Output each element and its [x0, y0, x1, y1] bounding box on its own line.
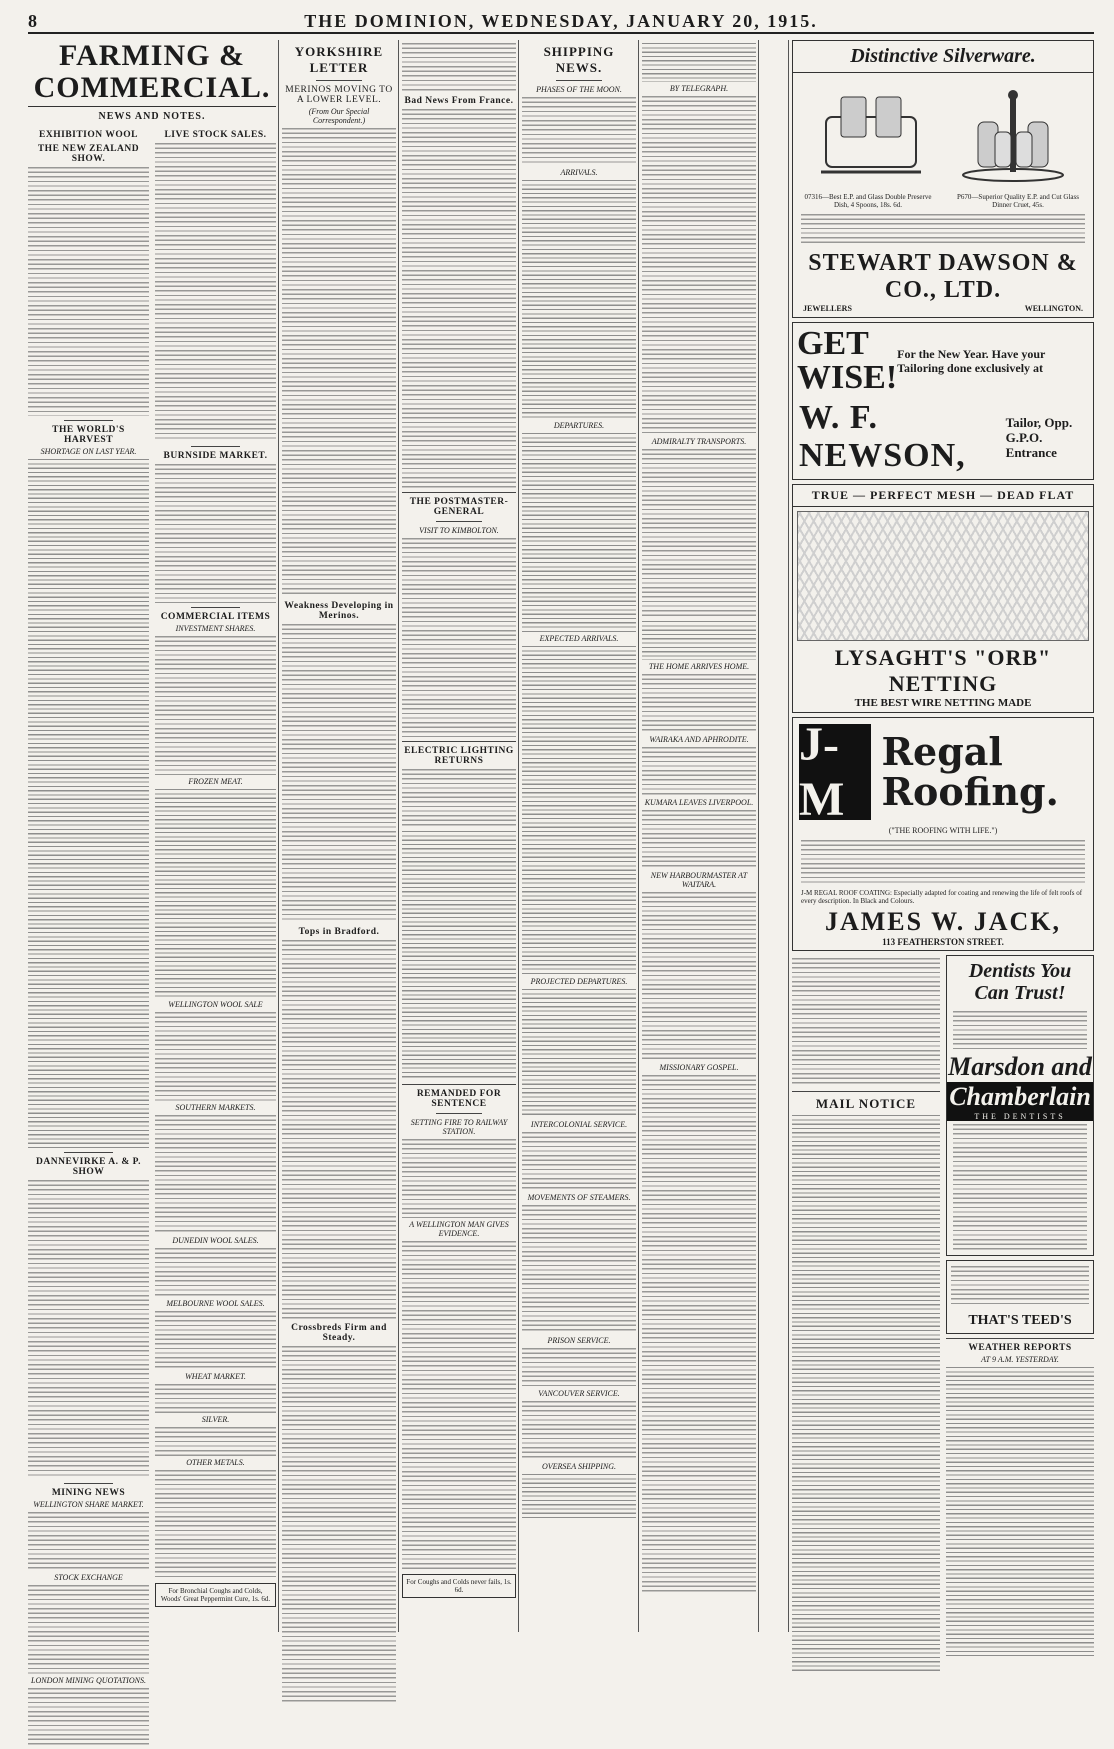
- subheadline: WELLINGTON WOOL SALE: [168, 1000, 263, 1009]
- subheadline: STOCK EXCHANGE: [54, 1573, 123, 1582]
- column-rule: [788, 40, 789, 1632]
- headline: EXHIBITION WOOL: [39, 130, 138, 140]
- headline: COMMERCIAL ITEMS: [160, 612, 271, 622]
- headline: LIVE STOCK SALES.: [164, 130, 267, 140]
- dentist-ad-column: [946, 955, 1094, 1676]
- ad-label: JEWELLERS: [803, 304, 852, 313]
- ad-headline: TRUE — PERFECT MESH — DEAD FLAT: [793, 485, 1093, 507]
- subheadline: OTHER METALS.: [186, 1458, 245, 1467]
- subheadline: SHORTAGE ON LAST YEAR.: [40, 447, 137, 456]
- preserve-dish-icon: [806, 87, 936, 187]
- subheadline: FROZEN MEAT.: [188, 777, 243, 786]
- headline: ELECTRIC LIGHTING RETURNS: [404, 746, 514, 766]
- column-rule: [758, 40, 759, 1632]
- headline: YORKSHIRE LETTER: [294, 44, 384, 75]
- subheadline: MERINOS MOVING TO A LOWER LEVEL.: [285, 85, 393, 105]
- subheadline: INTERCOLONIAL SERVICE.: [530, 1120, 628, 1129]
- column-rule: [278, 40, 279, 1632]
- ad-label: WELLINGTON.: [1024, 304, 1083, 313]
- subheadline: MELBOURNE WOOL SALES.: [166, 1299, 265, 1308]
- column-3: [282, 40, 396, 1634]
- subheadline: WHEAT MARKET.: [185, 1372, 246, 1381]
- headline: THE NEW ZEALAND SHOW.: [37, 144, 140, 164]
- ad-text: For the New Year. Have your Tailoring done exclusively at: [897, 347, 1046, 375]
- newson-tailor-ad: [792, 322, 1094, 480]
- column-4: [402, 40, 516, 1634]
- subheadline: WELLINGTON SHARE MARKET.: [33, 1500, 144, 1509]
- headline: SHIPPING NEWS.: [543, 44, 615, 75]
- subheadline: EXPECTED ARRIVALS.: [539, 634, 619, 643]
- ad-label: THE DENTISTS: [947, 1112, 1093, 1121]
- subheadline: BY TELEGRAPH.: [669, 84, 729, 93]
- subheadline: ADMIRALTY TRANSPORTS.: [651, 437, 747, 446]
- column-5: [522, 40, 636, 1634]
- subheadline: VISIT TO KIMBOLTON.: [419, 526, 499, 535]
- column-rule: [518, 40, 519, 1632]
- ad-brand: JAMES W. JACK,: [824, 907, 1062, 936]
- column-rule: [638, 40, 639, 1632]
- headline: THE WORLD'S HARVEST: [52, 425, 125, 445]
- headline: DANNEVIRKE A. & P. SHOW: [36, 1157, 141, 1177]
- ad-text: Tailor, Opp. G.P.O. Entrance: [1005, 414, 1073, 460]
- subheadline: PHASES OF THE MOON.: [536, 85, 622, 94]
- subheadline: AT 9 A.M. YESTERDAY.: [981, 1355, 1059, 1364]
- ad-headline: GET WISE!: [797, 325, 898, 396]
- product-caption: P670—Superior Quality E.P. and Cut Glass Dinner Cruet, 45s.: [957, 193, 1079, 209]
- ad-headline: Dentists You Can Trust!: [968, 960, 1072, 1004]
- headline: Tops in Bradford.: [298, 927, 380, 937]
- column-6: [642, 40, 756, 1634]
- headline: WEATHER REPORTS: [968, 1343, 1072, 1353]
- headline: Crossbreds Firm and Steady.: [291, 1323, 387, 1343]
- headline: REMANDED FOR SENTENCE: [416, 1089, 502, 1109]
- ad-headline: Distinctive Silverware.: [793, 41, 1093, 73]
- mail-notice-column: [792, 955, 940, 1676]
- jm-roofing-ad: [792, 717, 1094, 951]
- subheadline: WAIRAKA AND APHRODITE.: [649, 735, 749, 744]
- headline: Bad News From France.: [404, 96, 514, 106]
- subheadline: THE HOME ARRIVES HOME.: [648, 662, 750, 671]
- column-1: [28, 126, 149, 1749]
- lysaght-netting-ad: [792, 484, 1094, 713]
- subheadline: ARRIVALS.: [560, 168, 598, 177]
- page-number: 8: [28, 11, 37, 31]
- section-subhead: NEWS AND NOTES.: [98, 111, 206, 122]
- headline: THE POSTMASTER-GENERAL: [409, 497, 509, 517]
- masthead: [28, 8, 1094, 34]
- teeds-ad: [946, 1260, 1094, 1334]
- section-title: FARMING & COMMERCIAL.: [28, 40, 276, 107]
- ad-brand: STEWART DAWSON & CO., LTD.: [808, 250, 1078, 303]
- subheadline: SETTING FIRE TO RAILWAY STATION.: [410, 1118, 508, 1136]
- ad-brand: W. F. NEWSON,: [799, 399, 966, 474]
- ad-tagline: ("THE ROOFING WITH LIFE."): [888, 826, 998, 835]
- subheadline: A WELLINGTON MAN GIVES EVIDENCE.: [409, 1220, 509, 1238]
- column-2: [155, 126, 276, 1749]
- jm-logo-icon: J-M: [799, 724, 871, 820]
- ad-brand: Chamberlain: [947, 1082, 1093, 1112]
- byline: (From Our Special Correspondent.): [308, 107, 370, 125]
- dinner-cruet-icon: [950, 87, 1080, 187]
- ad-headline: Regal Roofing.: [881, 729, 1059, 814]
- ad-brand: Marsdon and: [948, 1052, 1092, 1081]
- subheadline: OVERSEA SHIPPING.: [541, 1462, 617, 1471]
- subheadline: MOVEMENTS OF STEAMERS.: [527, 1193, 631, 1202]
- ad-address: 113 FEATHERSTON STREET.: [882, 937, 1004, 947]
- headline: BURNSIDE MARKET.: [163, 451, 268, 461]
- dentist-ad: [946, 955, 1094, 1256]
- subheadline: DUNEDIN WOOL SALES.: [172, 1236, 259, 1245]
- subheadline: SILVER.: [201, 1415, 230, 1424]
- subheadline: SOUTHERN MARKETS.: [175, 1103, 256, 1112]
- subheadline: MISSIONARY GOSPEL.: [659, 1063, 739, 1072]
- advertisement-column: [792, 40, 1094, 1634]
- product-caption: 07316—Best E.P. and Glass Double Preserve Dish, 4 Spoons, 18s. 6d.: [804, 193, 932, 209]
- ad-text: J-M REGAL ROOF COATING: Especially adapted for coating and renewing the life of felt roofs of every description. In Black and Colours.: [801, 889, 1083, 905]
- cough-ad: For Coughs and Colds never fails, 1s. 6d.: [402, 1574, 516, 1598]
- subheadline: LONDON MINING QUOTATIONS.: [31, 1676, 146, 1685]
- subheadline: VANCOUVER SERVICE.: [538, 1389, 620, 1398]
- wire-netting-image: [797, 511, 1089, 641]
- farming-commercial-section: [28, 39, 276, 1685]
- column-rule: [398, 40, 399, 1632]
- ad-brand: THAT'S TEED'S: [968, 1313, 1072, 1328]
- subheadline: PROJECTED DEPARTURES.: [530, 977, 628, 986]
- subheadline: PRISON SERVICE.: [547, 1336, 611, 1345]
- subheadline: KUMARA LEAVES LIVERPOOL.: [644, 798, 754, 807]
- cough-ad: For Bronchial Coughs and Colds, Woods' Great Peppermint Cure, 1s. 6d.: [155, 1583, 276, 1607]
- headline: MINING NEWS: [51, 1488, 126, 1498]
- headline: MAIL NOTICE: [815, 1096, 917, 1111]
- newspaper-title: THE DOMINION, WEDNESDAY, JANUARY 20, 1915.: [304, 11, 818, 31]
- subheadline: DEPARTURES.: [553, 421, 605, 430]
- silverware-ad: [792, 40, 1094, 318]
- ad-text: THE BEST WIRE NETTING MADE: [854, 697, 1032, 709]
- subheadline: INVESTMENT SHARES.: [175, 624, 256, 633]
- ad-brand: LYSAGHT'S "ORB" NETTING: [834, 645, 1052, 696]
- subheadline: NEW HARBOURMASTER AT WAITARA.: [650, 871, 748, 889]
- headline: Weakness Developing in Merinos.: [284, 601, 394, 621]
